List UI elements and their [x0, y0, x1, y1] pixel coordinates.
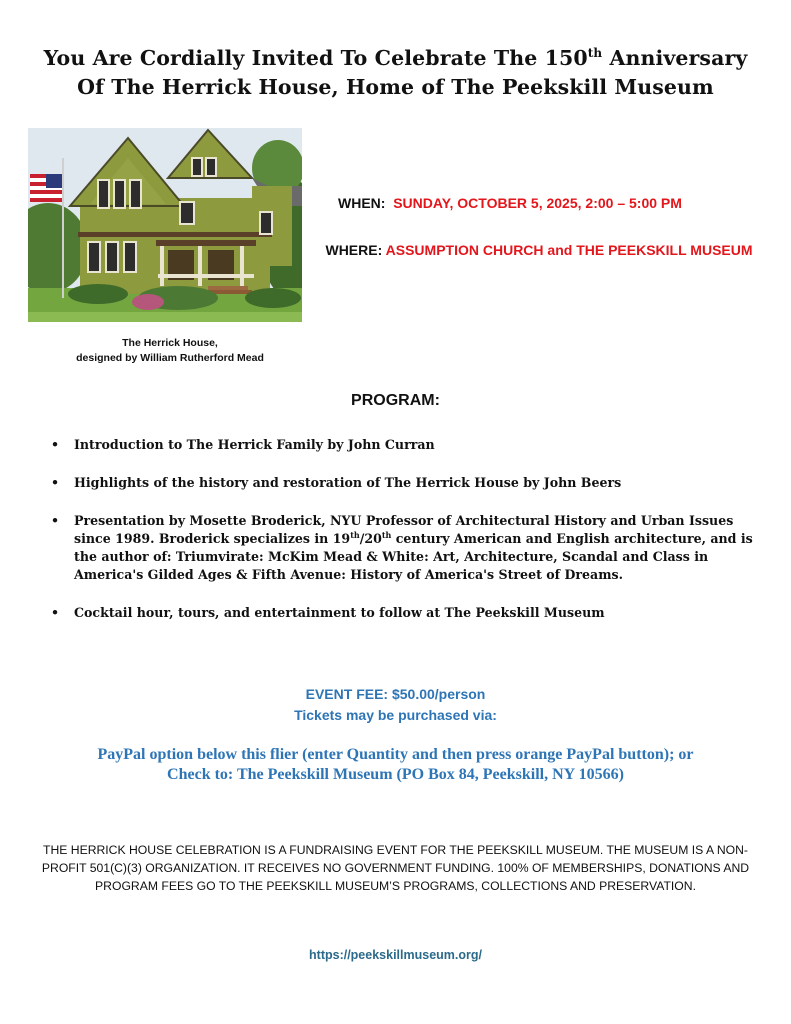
where-label: WHERE: — [325, 242, 383, 258]
program-list — [50, 436, 762, 642]
fee-amount: EVENT FEE: $50.00/person — [305, 686, 486, 702]
event-when — [338, 195, 682, 211]
herrick-house-photo — [28, 128, 302, 322]
event-where — [318, 240, 760, 260]
event-fee — [0, 684, 791, 726]
list-item: • Introduction to The Herrick Family by John Curran — [51, 437, 435, 452]
bullet-icon: • — [51, 513, 60, 528]
list-item: • Cocktail hour, tours, and entertainment to follow at The Peekskill Museum — [51, 605, 605, 620]
title-line-2: Of The Herrick House, Home of The Peekskill Museum — [77, 75, 714, 99]
tickets-note: Tickets may be purchased via: — [294, 707, 497, 723]
bullet-icon: • — [51, 437, 60, 452]
list-item: • Highlights of the history and restoration of The Herrick House by John Beers — [51, 475, 622, 490]
program-heading: PROGRAM: — [351, 392, 440, 409]
where-value: ASSUMPTION CHURCH and THE PEEKSKILL MUSEUM — [385, 242, 753, 258]
photo-caption: The Herrick House, designed by William Rutherford Mead — [76, 337, 264, 364]
when-label: WHEN: — [338, 195, 386, 211]
list-item: • Presentation by Mosette Broderick, NYU Professor of Architectural History and Urban Issues since 1989. Broderick specializes in 19th/20th century American and English architecture, and is the author of: Triumvirate: McKim Mead & White: Art, Architecture, Scandal and Class in America's Gilded Ages & Fifth Avenue: History of America's Street of Dreams. — [51, 513, 753, 582]
title-line-1: You Are Cordially Invited To Celebrate The 150th Anniversary — [43, 46, 748, 70]
bullet-icon: • — [51, 475, 60, 490]
invitation-title — [0, 44, 791, 102]
website-link[interactable]: https://peekskillmuseum.org/ — [309, 948, 482, 962]
bullet-icon: • — [51, 605, 60, 620]
payment-instructions: PayPal option below this flier (enter Quantity and then press orange PayPal button); or Check to: The Peekskill Museum (PO Box 84, Peekskill, NY 10566) — [97, 746, 694, 783]
when-value: SUNDAY, OCTOBER 5, 2025, 2:00 – 5:00 PM — [393, 195, 682, 211]
fundraising-notice: THE HERRICK HOUSE CELEBRATION IS A FUNDRAISING EVENT FOR THE PEEKSKILL MUSEUM. THE MUSEUM IS A NON-PROFIT 501(C)(3) ORGANIZATION. IT RECEIVES NO GOVERNMENT FUNDING. 100% OF MEMBERSHIPS, DONATIONS AND PROGRAM FEES GO TO THE PEEKSKILL MUSEUM’S PROGRAMS, COLLECTIONS AND PRESERVATION. — [41, 843, 750, 893]
